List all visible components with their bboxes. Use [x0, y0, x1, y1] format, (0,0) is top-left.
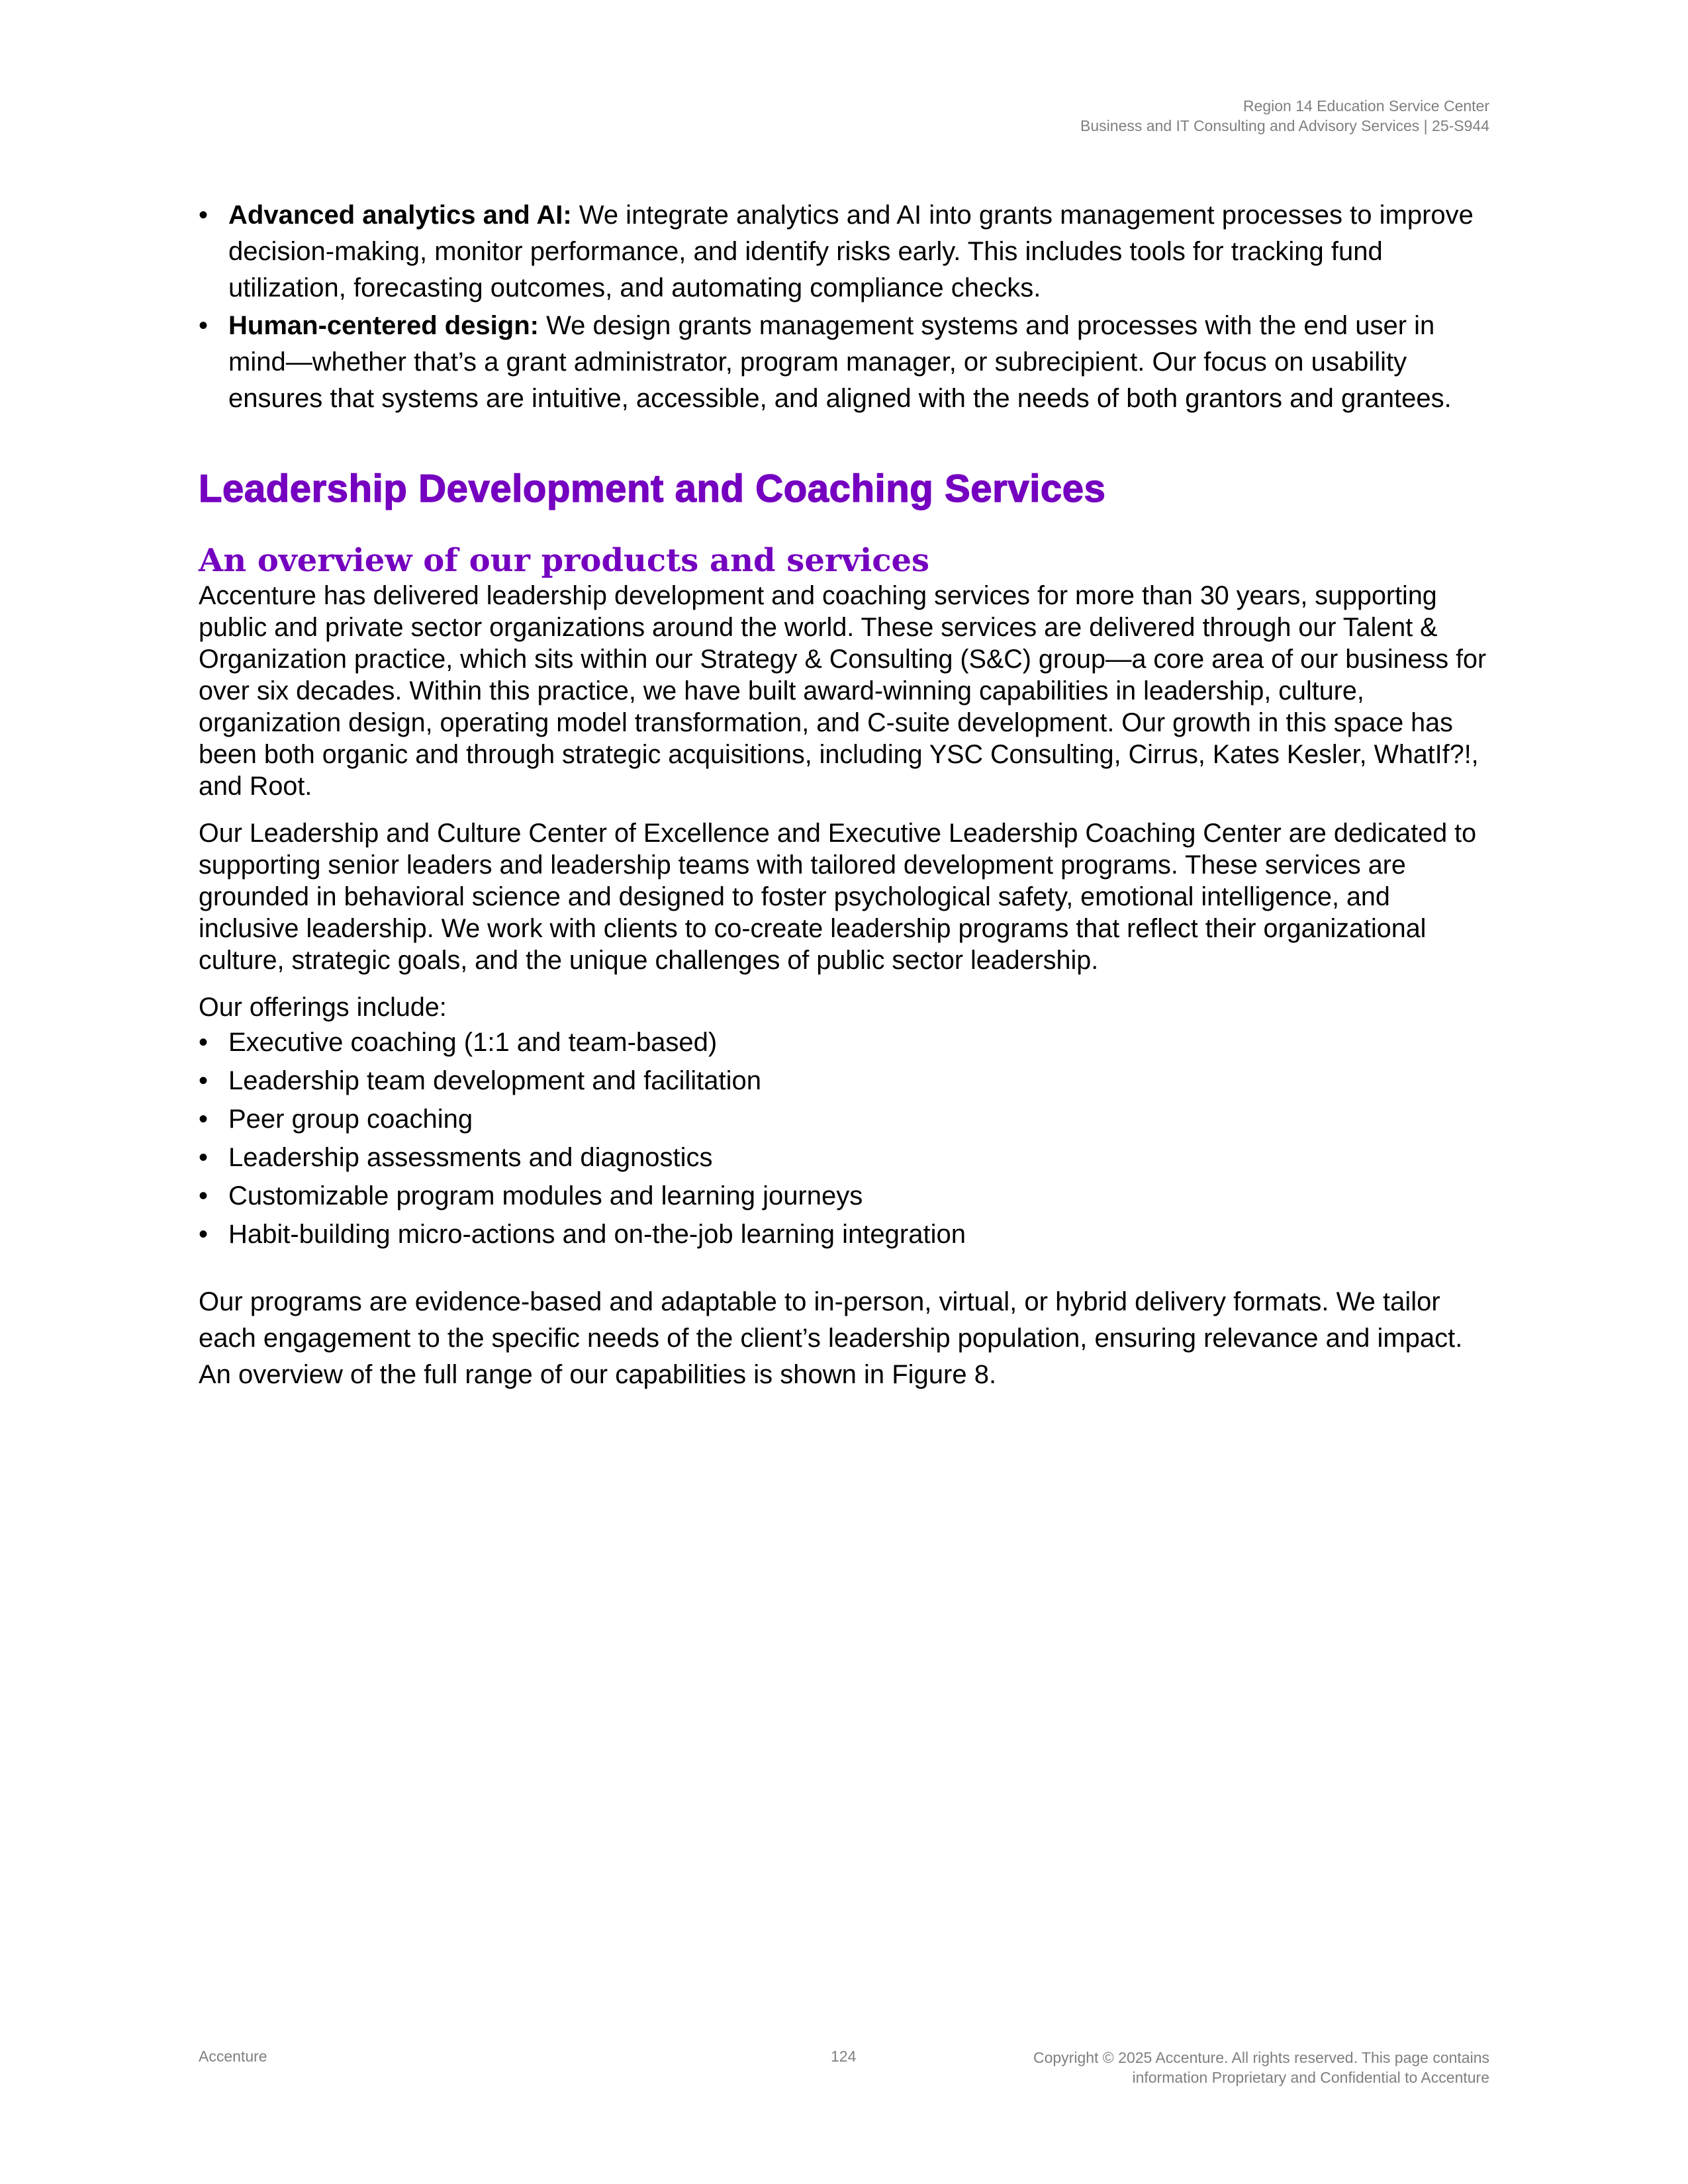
list-item: • Executive coaching (1:1 and team-based): [199, 1023, 1489, 1062]
footer-company: Accenture: [199, 2048, 267, 2065]
copyright-line-1: Copyright © 2025 Accenture. All rights reserved. This page contains: [1033, 2049, 1489, 2066]
bullet-label: Advanced analytics and AI:: [228, 201, 572, 230]
list-item: • Leadership team development and facilitation: [199, 1062, 1489, 1100]
section-title: Leadership Development and Coaching Services: [199, 467, 1106, 510]
list-item: • Leadership assessments and diagnostics: [199, 1138, 1489, 1177]
page-header: [1080, 96, 1489, 136]
document-body: [199, 197, 1489, 1393]
paragraph-centers: Our Leadership and Culture Center of Excellence and Executive Leadership Coaching Center are dedicated to supporting senior leaders and leadership teams with tailored development programs. These services are grounded in behavioral science and designed to foster psychological safety, emotional intelligence, and inclusive leadership. We work with clients to co-create leadership programs that reflect their organizational culture, strategic goals, and the unique challenges of public sector leadership.: [199, 819, 1477, 975]
paragraph-history: Accenture has delivered leadership development and coaching services for more than 30 years, supporting public and private sector organizations around the world. These services are delivered through our Talent & Organization practice, which sits within our Strategy & Consulting (S&C) group—a core area of our business for over six decades. Within this practice, we have built award-winning capabilities in leadership, culture, organization design, operating model transformation, and C-suite development. Our growth in this space has been both organic and through strategic acquisitions, including YSC Consulting, Cirrus, Kates Kesler, WhatIf?!, and Root.: [199, 581, 1487, 801]
page-number: 124: [831, 2048, 857, 2065]
bullet-label: Human-centered design:: [228, 311, 539, 340]
paragraph-offerings-intro: Our offerings include:: [199, 993, 447, 1022]
copyright-line-2: information Proprietary and Confidential to Accenture: [1132, 2069, 1489, 2086]
capabilities-bullet-list: [199, 197, 1489, 417]
list-item: • Habit-building micro-actions and on-the-job learning integration: [199, 1215, 1489, 1253]
offerings-list: [199, 1023, 1489, 1253]
footer-copyright: [1033, 2048, 1489, 2087]
header-line-2: Business and IT Consulting and Advisory Services | 25-S944: [1080, 117, 1489, 134]
header-line-1: Region 14 Education Service Center: [1243, 97, 1489, 114]
bullet-text: We design grants management systems and processes with the end user in mind—whether that’s a grant administrator, program manager, or subrecipient. Our focus on usability ensures that systems are intuitive, accessible, and aligned with the needs of both grantors and grantees.: [228, 311, 1452, 413]
list-item: [199, 308, 1489, 417]
list-item: • Peer group coaching: [199, 1100, 1489, 1138]
subsection-title: An overview of our products and services: [199, 542, 930, 579]
closing-paragraph: Our programs are evidence-based and adaptable to in-person, virtual, or hybrid delivery formats. We tailor each engagement to the specific needs of the client’s leadership population, ensuring relevance and impact. An overview of the full range of our capabilities is shown in Figure 8.: [199, 1287, 1463, 1389]
list-item: • Customizable program modules and learning journeys: [199, 1177, 1489, 1215]
bullet-text: We integrate analytics and AI into grants management processes to improve decision-making, monitor performance, and identify risks early. This includes tools for tracking fund utilization, forecasting outcomes, and automating compliance checks.: [228, 201, 1474, 302]
list-item: [199, 197, 1489, 306]
